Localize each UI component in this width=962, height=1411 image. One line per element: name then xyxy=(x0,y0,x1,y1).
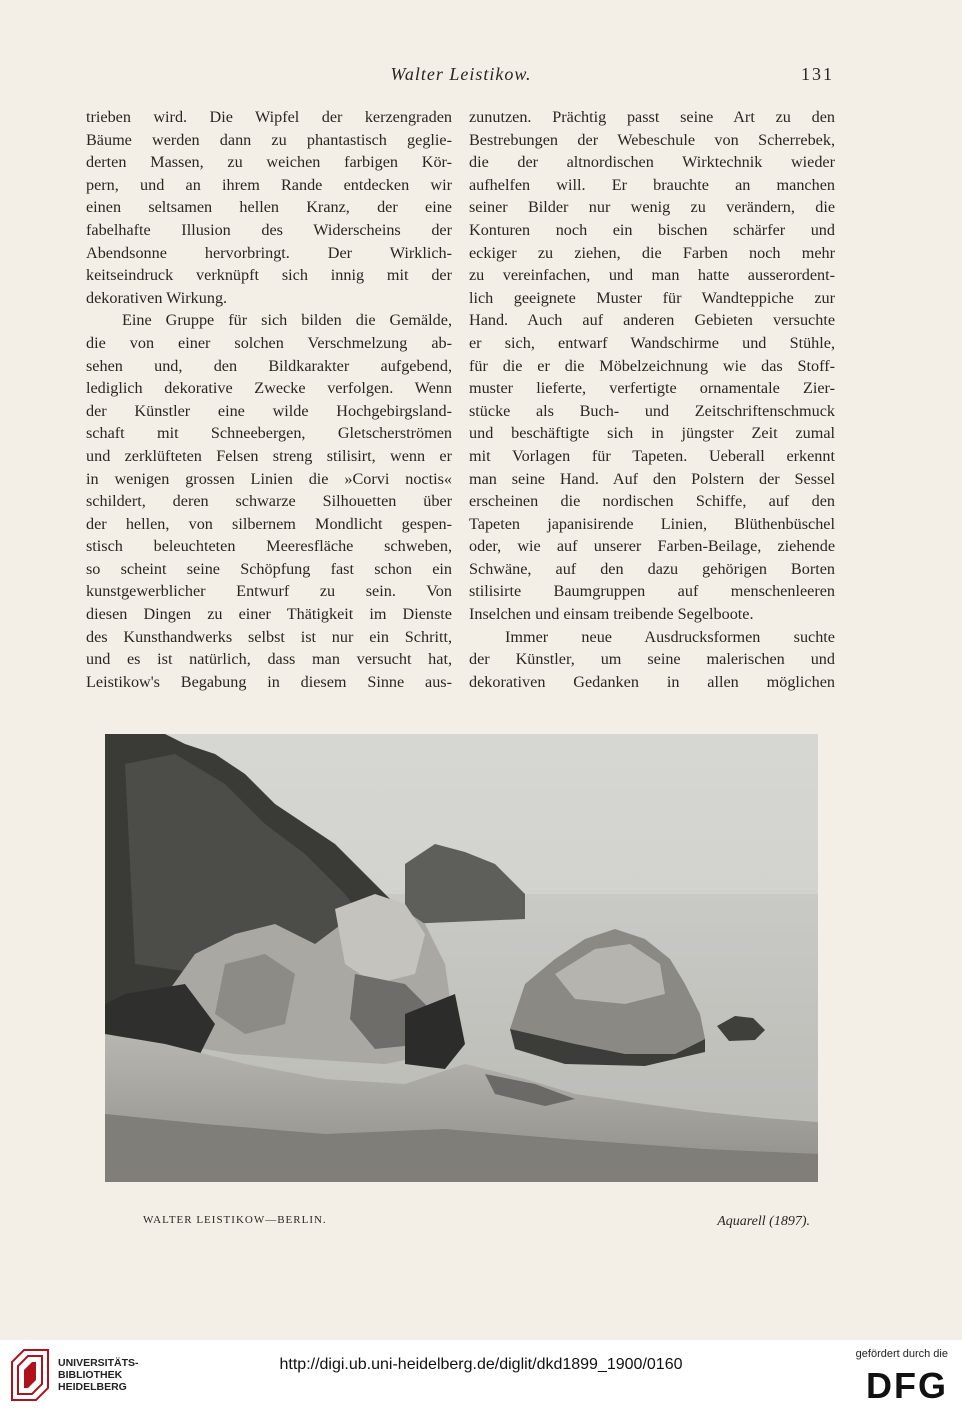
text-line: zu vereinfachen, und man hatte ausserordent- xyxy=(469,266,835,285)
text-line: oder, wie auf unserer Farben-Beilage, ziehende xyxy=(469,537,835,556)
running-head xyxy=(80,64,842,88)
text-line: Abendsonne hervorbringt. Der Wirklich- xyxy=(86,243,452,262)
page-number: 131 xyxy=(801,64,834,84)
text-line: Hand. Auch auf anderen Gebieten versuchte xyxy=(469,311,835,330)
text-line: muster lieferte, verfertigte ornamentale Zier- xyxy=(469,379,835,398)
text-line: zunutzen. Prächtig passt seine Art zu den xyxy=(469,108,835,126)
running-title: Walter Leistikow. xyxy=(390,64,532,84)
funding-label: gefördert durch die xyxy=(855,1348,948,1360)
text-line: Leistikow's Begabung in diesem Sinne aus- xyxy=(86,672,452,691)
text-line: seiner Bilder nur wenig zu verändern, die xyxy=(469,198,835,217)
text-line: eckiger zu ziehen, die Farben noch mehr xyxy=(469,243,835,262)
text-line: fabelhafte Illusion des Widerscheins der xyxy=(86,220,452,239)
text-line: für die er die Möbelzeichnung wie das Stoff- xyxy=(469,356,835,375)
library-name-line: UNIVERSITÄTS- xyxy=(58,1357,139,1369)
text-line: diesen Dingen zu einer Thätigkeit im Dienste xyxy=(86,605,452,624)
text-line: dekorativen Wirkung. xyxy=(86,288,228,307)
text-line: stücke als Buch- und Zeitschriftenschmuck xyxy=(469,401,835,420)
text-line: der hellen, von silbernem Mondlicht gespen- xyxy=(86,514,452,533)
figure-caption-medium: Aquarell (1897). xyxy=(717,1214,810,1229)
text-line: er sich, entwarf Wandschirme und Stühle, xyxy=(469,333,835,352)
text-line: die der altnordischen Wirktechnik wieder xyxy=(469,153,835,172)
permalink-url[interactable]: http://digi.ub.uni-heidelberg.de/diglit/dkd1899_1900/0160 xyxy=(279,1356,683,1373)
text-line: Bäume werden dann zu phantastisch geglie- xyxy=(86,130,452,149)
text-line: Eine Gruppe für sich bilden die Gemälde, xyxy=(122,311,452,330)
text-line: Inselchen und einsam treibende Segelboote. xyxy=(469,605,754,624)
text-line: lediglich dekorative Zwecke verfolgen. Wenn xyxy=(86,379,452,398)
text-line: die von einer solchen Verschmelzung ab- xyxy=(86,333,452,352)
text-line: des Kunsthandwerks selbst ist nur ein Schritt, xyxy=(86,627,452,646)
text-line: Konturen noch ein bischen schärfer und xyxy=(469,220,835,239)
text-line: und beschäftigte sich in jüngster Zeit zumal xyxy=(469,424,835,443)
text-line: trieben wird. Die Wipfel der kerzengraden xyxy=(86,108,452,126)
text-line: stisch beleuchteten Meeresfläche schweben, xyxy=(86,537,452,556)
library-name-line: HEIDELBERG xyxy=(58,1381,127,1393)
text-line: so scheint seine Schöpfung fast schon ein xyxy=(86,559,452,578)
library-name-line: BIBLIOTHEK xyxy=(58,1369,123,1381)
text-line: Schwäne, auf den dazu gehörigen Borten xyxy=(469,559,835,578)
coastal-rocks-image xyxy=(105,734,818,1182)
text-line: schaft mit Schneebergen, Gletscherströmen xyxy=(86,424,452,443)
text-line: und es ist natürlich, dass man versucht hat, xyxy=(86,650,452,669)
text-line: erscheinen die nordischen Schiffe, auf den xyxy=(469,492,835,511)
text-line: pern, und an ihrem Rande entdecken wir xyxy=(86,175,452,194)
text-line: kunstgewerblicher Entwurf zu sein. Von xyxy=(86,582,452,601)
text-line: mit Vorlagen für Tapeten. Ueberall erkennt xyxy=(469,446,835,465)
text-line: in wenigen grossen Linien die »Corvi noctis« xyxy=(86,469,452,488)
text-line: Immer neue Ausdrucksformen suchte xyxy=(505,627,835,646)
text-line: sehen und, den Bildkarakter aufgebend, xyxy=(86,356,452,375)
text-line: aufhelfen will. Er brauchte an manchen xyxy=(469,175,835,194)
watercolor-illustration xyxy=(105,734,818,1182)
right-text-column xyxy=(469,106,835,693)
text-line: Bestrebungen der Webeschule von Scherrebek, xyxy=(469,130,835,149)
left-text-column xyxy=(86,106,452,693)
text-line: der Künstler eine wilde Hochgebirgsland- xyxy=(86,401,452,420)
text-line: lich geeignete Muster für Wandteppiche zur xyxy=(469,288,835,307)
figure-caption-artist: WALTER LEISTIKOW—BERLIN. xyxy=(143,1214,327,1226)
text-line: keitseindruck verknüpft sich innig mit der xyxy=(86,266,452,285)
text-line: man seine Hand. Auf den Polstern der Sessel xyxy=(469,469,835,488)
text-line: schildert, deren schwarze Silhouetten über xyxy=(86,492,452,511)
dfg-logo: DFG xyxy=(866,1365,948,1406)
text-line: stilisirte Baumgruppen auf menschenleeren xyxy=(469,582,835,601)
text-line: Tapeten japanisirende Linien, Blüthenbüschel xyxy=(469,514,835,533)
text-line: und zerklüfteten Felsen streng stilisirt, wenn er xyxy=(86,446,452,465)
text-line: derten Massen, zu weichen farbigen Kör- xyxy=(86,153,452,172)
text-line: einen seltsamen hellen Kranz, der eine xyxy=(86,198,452,217)
text-line: der Künstler, um seine malerischen und xyxy=(469,650,835,669)
text-line: dekorativen Gedanken in allen möglichen xyxy=(469,672,835,691)
digitization-footer xyxy=(0,1340,962,1411)
